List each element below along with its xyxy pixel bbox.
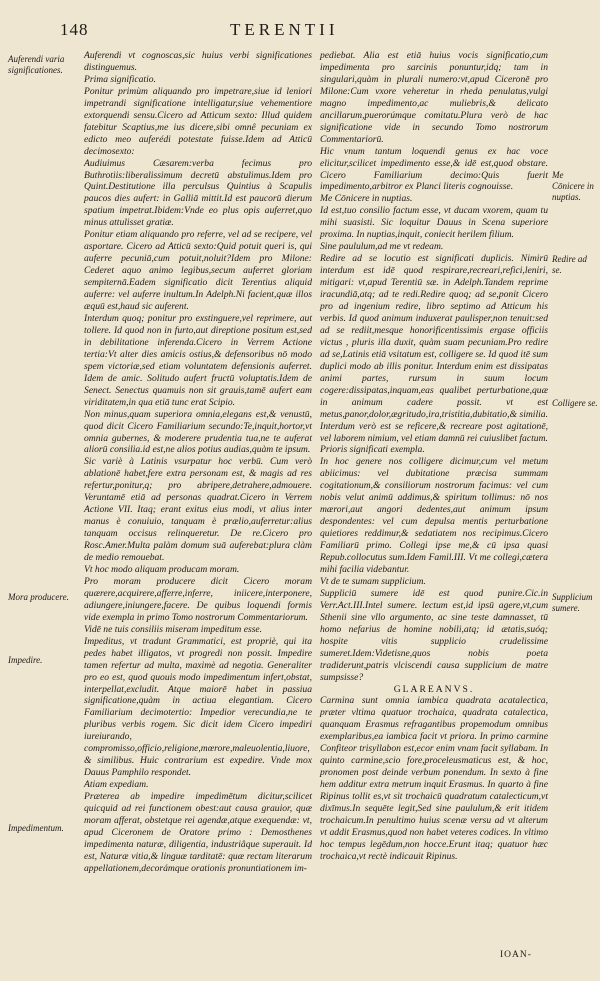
paragraph: Interdum quoq; ponitur pro exstinguere,vel reprimere, aut tollere. Id quod non in furto,aut direptione positum est,sed in debilitatione inferenda.Cicero in Verrem Actione tertia:Vt alter dies amicis ostius,& defensoribus nō modo spem victoriæ,sed etiam voluntatem defensionis auferret. Idem de amic. Solitudo aufert fructū voluptatis.Idem de Senect. Senectus quamuis non sit grauis,tamē aufert eam viriditatem,in qua etiā tunc erat Scipio. (84, 312, 312, 408)
paragraph: Sic variè à Latinis vsurpatur hoc verbū. Cum verò ablationē habet,fere extra personam est, & magis ad res refertur,ponitur,q; pro abripere,detrahere,admouere. Veruntamē etiā ad personas quadrat.Cicero in Verrem Actione VII. Itaq; erant exitus eius modi, vt alius inter manus è conuiuio, tanquam è prælio,auferretur:alius tanquam occisus relinqueretur. De re.Cicero pro Rosc.Amer.Multa palàm domum suā auferebat:plura clàm de medio remouebat. (84, 456, 312, 564)
page-number: 148 (60, 20, 89, 39)
margin-gloss-impedire: Impedire. (8, 655, 43, 665)
paragraph: pediebat. Alia est etiā huius vocis significatio,cum impedimenta pro sarcinis ponuntur,idq; tam in singulari,quàm in plurali numero:vt,apud Ciceronē pro Milone:Cum vxore veheretur in rheda penulatus,vulgi magno impedimento,ac muliebris,& delicato ancillarum,puerorúmque comitatu.Plura verò de hac significatione vide in secundo Tomo nostrorum Commentariorū. (320, 50, 548, 145)
paragraph: Id est,tuo consilio factum esse, vt ducam vxorem, quam tu mihi suasisti. Sic loquitur Dauus in Scena superiore proxima. In nuptias,inquit, coniecit herilem filium. (320, 205, 548, 241)
margin-gloss-colligere: Colligere se. (552, 398, 598, 408)
margin-gloss-conicere: Me Cōnicere in nuptias. (552, 170, 594, 202)
margin-gloss-auferendi: Auferendi varia significationes. (8, 54, 65, 75)
paragraph: Vidē ne tuis consiliis miseram impeditum esse. (84, 623, 263, 635)
paragraph: Ponitur etiam aliquando pro referre, vel ad se recipere, vel asportare. Cicero ad Atticū sexto:Quid potuit queri is, qui auferre pecuniā,cum potuit,noluit?Idem pro Milone: Cederet aquo animo legibus,secum auferret gloriam sempiternā.Eadem significatio dicit Terentius aliquid auferre: vel auferre inultum.In Adelph.Ni facient,quæ illos æquū est,haud sic auferent. (84, 229, 312, 313)
paragraph: Redire ad se locutio est significati duplicis. Nimirū interdum est idē quod respirare,recreari,refici,leniri, mitigari: vt,apud Terentiū sæ. in Adelph.Tandem reprime iracundiā,atq; ad te redi.Redire quoq; ad se,ponit Cicero pro ad ingenium redire, libro septimo ad Atticum his verbis. Id quod animum induxerat paulisper,non tenuit:sed ad se rediit,mesque honorificentissimis ergase officiis victus , pluris illa duxit, quàm suam pecuniam.Pro redire ad se,Latinis etiā vsitatum est, colligere se. Id quod itē sum duplici modo ab illis ponitur. Interdum enim est dissipatas animi partes, rursum in suum locum cogere:dissipatas,inquam,eas qualibet perturbatione,quæ in animum cadere possit. vt est metus,panor,dolor,ægritudo,ira,tristitia,dubitatio,& similia. Interdum verò est se reficere,& recreare post agitationē, vel laborem nimium, vel etiam damnū rei cuiuslibet factum. (320, 253, 548, 444)
paragraph: Non minus,quam superiora omnia,elegans est,& venustū, quod dicit Cicero Familiarium secundo:Te,inquit,hortor,vt omnia gubernes, & moderere prudentia tua,ne te auferat aliorū consilia.id est,ne alios potius audias,quàm te ipsum. (84, 408, 312, 456)
paragraph: Atiam expediam. (84, 779, 149, 791)
margin-gloss-redire: Redire ad se. (552, 254, 587, 275)
running-head: TERENTII (230, 20, 339, 39)
paragraph: Audiuimus Cæsarem:verba fecimus pro Buthrotiis:liberalissimum decretū abstulimus.Idem pro Quint.Destitutione illa perculsus Quintius à Scapulis paucos dies aufert: in Galliā mittit.Id est paucorū dierum spatium impetrat.Ibidem:Vnde eo plus opis auferret,quo minus attulisset gratiæ. (84, 157, 312, 229)
margin-gloss-impedimentum: Impedimentum. (8, 823, 64, 833)
paragraph: In hoc genere nos colligere dicimur,cum vel metum abiicimus: vel dubitatione præcisa summam cogitationum,& consiliorum nostrorum facimus: vel cum nobis velut animū addimus,& spiritum tollimus: nō nos mærori,aut angori dedentes,aut animum ipsum despondentes: vel cum depulsa mentis perturbatione quietiores reddimur,& sedatiatem nos recipimus.Cicero Familiarū primo. Collegi ipse me,& cū ipsa quasi Repub.collocutus sum.Idem Famil.III. Vt me collegi,cætera mihi facilia videbantur. (320, 456, 548, 575)
paragraph: Prioris significati exempla. (320, 444, 425, 456)
paragraph: Carmina sunt omnia iambica quadrata acatalectica, præter vltima quatuor trochaica, quadrata catalectica, quanquam Erasmus refragantibus propemodum omnibus exemplaribus,ea iambica facit vt priora. In primo carmine Confiteor trisyllabon est,ecor enim vnam facit syllabam. In quinto carmine,scio fore,proceleusmaticus est, & hoc, pronomen post deinde verbum ponendum. In sexto à fine hem additur extra metrum inquit Erasmus. In quarto à fine Ripinus tollit es,vt sit trochaicū quadratum catalecticum,vt dixīmus.In sequēte legit,Sed sine paululum,& erit itidem trochaicum.In penultimo huius scenæ versu ad vt alterum vt addit Erasmus,quod non habet veteres codices. In vltimo hoc tempus legēdum,non hocce.Erunt itaq; quatuor hæc trochaica,vt rectè indicauit Ripinus. (320, 695, 548, 862)
catchword: IOAN- (500, 950, 532, 960)
right-text-column (320, 50, 548, 863)
paragraph: Ponitur primùm aliquando pro impetrare,siue id leniori impetrandi significatione intelligatur,siue vehementiore extorquendi sensu.Cicero ad Atticum sexto: Illud quidem fatebitur Scaptius,me ius dicere,sibi omnê pecuniam ex edicto meo auferédi potestate fuisse.Idem ad Atticū decimosexto: (84, 85, 312, 157)
section-heading-glareanus: GLAREANVS. (393, 683, 475, 695)
margin-gloss-supplicium: Supplicium sumere. (552, 592, 593, 613)
paragraph: Pro moram producere dicit Cicero moram quærere,acquirere,afferre,inferre, iniicere,interponere, adiungere,iniungere,facere. De quibus loquendi formis vide exempla in primo Tomo nostrorum Commentariorum. (84, 575, 312, 623)
paragraph: Vt hoc modo aliquam producam moram. (84, 563, 240, 575)
paragraph: Hic vnum tantum loquendi genus ex hac voce elicitur,scilicet impedimento esse,& idē est,quod obstare. Cicero Familiarium decimo:Quis fuerit impedimento,arbitror ex Planci literis cognouisse. (320, 145, 548, 193)
margin-gloss-mora: Mora producere. (8, 592, 69, 602)
paragraph: Me Cōnicere in nuptias. (320, 193, 413, 205)
paragraph: Auferendi vt cognoscas,sic huius verbi significationes distinguemus. (84, 50, 312, 73)
paragraph: Suppliciū sumere idē est quod punire.Cic.in Verr.Act.III.Intel sumere. lectum est,id ipsū agere,vt,cum Sthenii sine vllo argumento, ac sine teste damnasset, tū homo nefarius de homine nobili,atq; id ætatis,suóq; hospite vitis supplicio crudelissime sumeret.Idem:Videtisne,quos nobis poeta tradiderunt,patris vlciscendi causa supplicium de matre sumpsisse? (320, 587, 548, 683)
paragraph: Vt de te sumam supplicium. (320, 575, 426, 587)
paragraph: Impeditus, vt tradunt Grammatici, est propriè, qui ita pedes habet illigatos, vt progredi non possit. Impedire tamen refertur ad multa, maximè ad negotia. Generaliter pro eo est, quod quouis modo impedimentum infert,obstat, interpellat,excludit. Atque maiorē habet in passiua significatione,quàm in actiua elegantiam. Cicero Familiarium decimotertio: Impedior verecundia,ne te pluribus verbis rogem. Sic dicit idem Cicero impediri iureiurando, compromisso,officio,religione,mœrore,maleuolentia,liuore, & similibus. Huic contrarium est expedire. Vnde mox Dauus Pamphilo respondet. (84, 635, 312, 779)
paragraph: Prima significatio. (84, 73, 156, 85)
paragraph: Sine paululum,ad me vt redeam. (320, 241, 444, 253)
paragraph: Præterea ab impedire impedimētum dicitur,scilicet quicquid ad rei functionem obest:aut causa grauior, quæ moram afferat, obstetque rei agendæ,atque exequendæ: vt, apud Ciceronem de Oratore primo : Demosthenes impedimenta naturæ, diligentia, industriâque superauit. Id est, Naturæ vitia,& linguæ tarditatē: quæ rectam literarum appellationem,decorámque orationis pronuntiationem im- (84, 791, 312, 874)
left-text-column (84, 50, 312, 875)
page-header (50, 20, 580, 46)
